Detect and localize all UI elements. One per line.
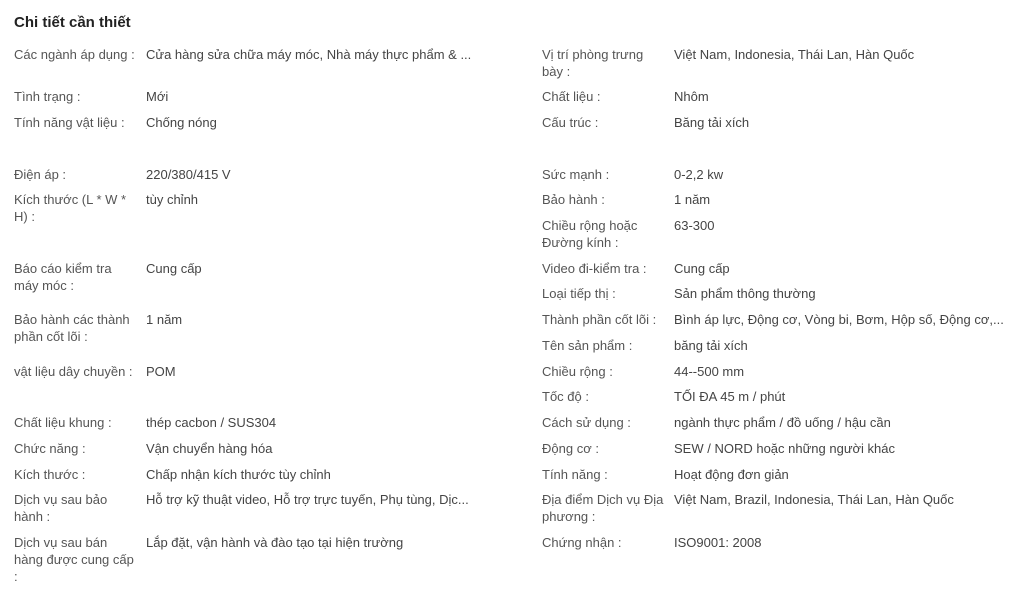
spec-label: Động cơ : <box>542 441 599 456</box>
spec-value: Chống nóng <box>146 115 217 130</box>
spec-label: Báo cáo kiểm tra máy móc : <box>14 261 112 293</box>
spec-value: 220/380/415 V <box>146 167 231 182</box>
spec-value: 0-2,2 kw <box>674 167 724 182</box>
spec-label: Chất liệu : <box>542 89 601 104</box>
spec-label: Chứng nhận : <box>542 535 622 550</box>
spec-value: Cung cấp <box>146 261 202 276</box>
spec-label: Tên sản phẩm : <box>542 338 633 353</box>
spec-value: 44--500 mm <box>674 364 745 379</box>
spec-value: Cửa hàng sửa chữa máy móc, Nhà máy thực phẩm & ... <box>146 47 472 62</box>
spec-value: ngành thực phẩm / đồ uống / hậu cần <box>674 415 891 430</box>
spec-value: Sản phẩm thông thường <box>674 286 816 301</box>
spec-label: Chức năng : <box>14 441 86 456</box>
spec-value: Hỗ trợ kỹ thuật video, Hỗ trợ trực tuyến, Phụ tùng, Dịc... <box>146 492 469 507</box>
spec-label: Các ngành áp dụng : <box>14 47 135 62</box>
spec-label: Tình trạng : <box>14 89 81 104</box>
spec-value: POM <box>146 364 176 379</box>
spec-value: SEW / NORD hoặc những người khác <box>674 441 896 456</box>
spec-value: Việt Nam, Brazil, Indonesia, Thái Lan, Hàn Quốc <box>674 492 954 507</box>
spec-value: ISO9001: 2008 <box>674 535 762 550</box>
spec-label: Bảo hành các thành phần cốt lõi : <box>14 312 130 344</box>
spec-label: Tính năng vật liệu : <box>14 115 125 130</box>
spec-label: Dịch vụ sau bán hàng được cung cấp : <box>14 535 134 584</box>
spec-label: Điện áp : <box>14 167 67 182</box>
spec-label: Tốc độ : <box>542 389 589 404</box>
spec-value: TỐI ĐA 45 m / phút <box>674 389 786 404</box>
spec-label: Kích thước (L * W * H) : <box>14 192 127 224</box>
spec-value: Vận chuyển hàng hóa <box>146 441 273 456</box>
spec-value: băng tải xích <box>674 338 748 353</box>
spec-label: Thành phần cốt lõi : <box>542 312 657 327</box>
spec-value: Bình áp lực, Động cơ, Vòng bi, Bơm, Hộp số, Động cơ,... <box>674 312 1004 327</box>
spec-label: Bảo hành : <box>542 192 605 207</box>
spec-label: Kích thước : <box>14 467 86 482</box>
spec-value: Việt Nam, Indonesia, Thái Lan, Hàn Quốc <box>674 47 915 62</box>
spec-value: 1 năm <box>674 192 711 207</box>
spec-label: Chất liệu khung : <box>14 415 112 430</box>
spec-label: Dịch vụ sau bảo hành : <box>14 492 108 524</box>
spec-label: Loại tiếp thị : <box>542 286 616 301</box>
section-title: Chi tiết cần thiết <box>14 14 131 31</box>
spec-value: 63-300 <box>674 218 715 233</box>
spec-value: tùy chỉnh <box>146 192 199 207</box>
spec-label: Video đi-kiểm tra : <box>542 261 647 276</box>
spec-label: Địa điểm Dịch vụ Địa phương : <box>542 492 664 524</box>
spec-value: Hoạt động đơn giản <box>674 467 789 482</box>
spec-label: Chiều rộng hoặc Đường kính : <box>542 218 638 250</box>
spec-value: Mới <box>146 89 169 104</box>
spec-value: Cung cấp <box>674 261 730 276</box>
spec-value: 1 năm <box>146 312 183 327</box>
spec-label: Tính năng : <box>542 467 608 482</box>
spec-value: Băng tải xích <box>674 115 750 130</box>
spec-label: Vị trí phòng trưng bày : <box>542 47 644 79</box>
spec-label: Sức mạnh : <box>542 167 610 182</box>
spec-value: Lắp đặt, vận hành và đào tạo tại hiện trường <box>146 535 404 550</box>
spec-value: Nhôm <box>674 89 709 104</box>
spec-label: Cấu trúc : <box>542 115 599 130</box>
spec-value: Chấp nhận kích thước tùy chỉnh <box>146 467 331 482</box>
spec-label: Chiều rộng : <box>542 364 613 379</box>
spec-label: Cách sử dụng : <box>542 415 631 430</box>
spec-value: thép cacbon / SUS304 <box>146 415 277 430</box>
spec-label: vật liệu dây chuyền : <box>14 364 133 379</box>
